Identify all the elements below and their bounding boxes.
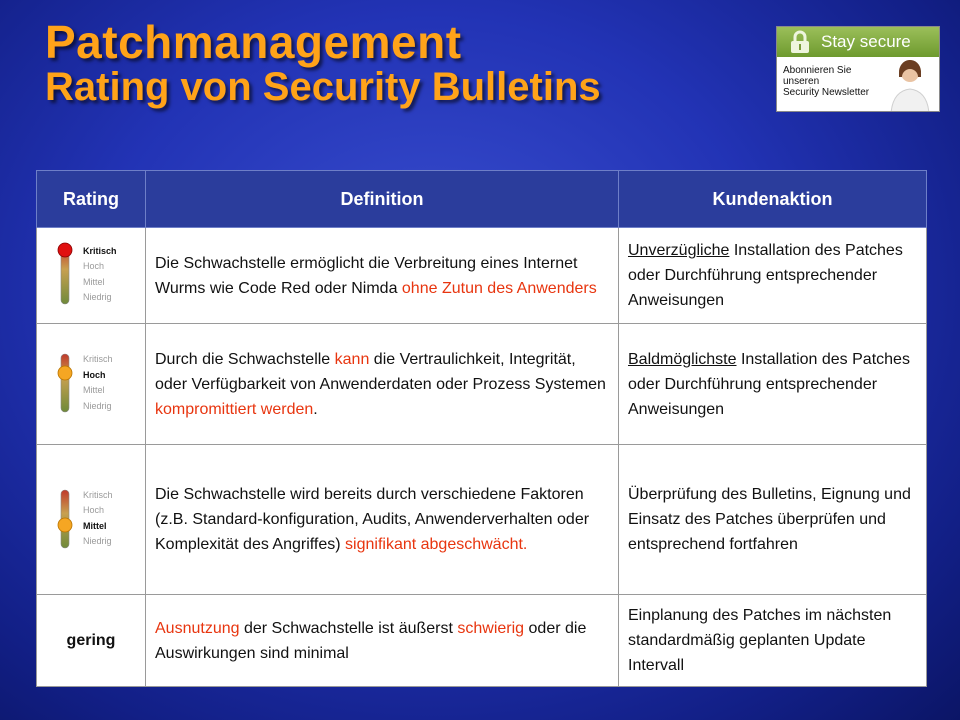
rating-cell (37, 324, 146, 445)
definition-highlight: ohne Zutun des Anwenders (401, 279, 597, 297)
header-definition: Definition (146, 171, 619, 228)
badge-body (777, 57, 939, 112)
definition-text: der Schwachstelle ist äußerst (239, 619, 458, 637)
definition-highlight: signifikant abgeschwächt. (345, 536, 528, 553)
action-text: Installation des Patches oder Durchführung entsprechender Anweisungen (628, 350, 910, 418)
definition-cell (146, 595, 619, 687)
lock-icon (789, 30, 811, 54)
scale-label-hoch: Hoch (83, 369, 106, 380)
scale-label-niedrig: Niedrig (83, 292, 112, 302)
table-row (37, 324, 927, 445)
scale-label-kritisch: Kritisch (83, 489, 113, 500)
action-cell (619, 445, 927, 595)
badge-text (783, 65, 869, 98)
rating-cell (37, 445, 146, 595)
scale-labels (83, 488, 113, 550)
action-text: Installation des Patches oder Durchführung entsprechender Anweisungen (628, 242, 903, 309)
header-kundenaktion: Kundenaktion (619, 171, 927, 228)
table-header-row (37, 171, 927, 228)
definition-highlight: Ausnutzung (155, 619, 240, 637)
definition-cell (146, 445, 619, 595)
scale-label-hoch: Hoch (83, 505, 105, 515)
definition-text: die Vertraulichkeit, Integrität, oder Verfügbarkeit von Anwenderdaten oder Prozess Systemen (155, 350, 606, 393)
action-cell (619, 595, 927, 687)
definition-text: . (313, 400, 318, 418)
badge-line-3: Security Newsletter (783, 87, 870, 98)
title-line-1: Patchmanagement (45, 16, 462, 68)
title-line-2: Rating von Security Bulletins (45, 65, 601, 110)
badge-line-1: Abonnieren Sie (783, 65, 852, 76)
definition-text: Durch die Schwachstelle (155, 350, 335, 368)
scale-label-kritisch: Kritisch (83, 245, 117, 256)
scale-label-hoch: Hoch (83, 261, 105, 271)
rating-text: gering (66, 632, 116, 649)
scale-labels (83, 352, 113, 414)
table-row (37, 595, 927, 687)
severity-meter-icon (41, 485, 141, 555)
badge-header (777, 27, 939, 57)
scale-label-mittel: Mittel (83, 385, 105, 395)
action-text: Überprüfung des Bulletins, Eignung und Einsatz des Patches überprüfen und entsprechend fortfahren (628, 486, 911, 553)
definition-highlight: schwierig (457, 619, 525, 637)
definition-text: Die Schwachstelle ermöglicht die Verbreitung eines Internet Wurms wie Code Red oder Nimda (155, 254, 578, 297)
scale-label-kritisch: Kritisch (83, 354, 113, 364)
definition-text: oder die Auswirkungen sind minimal (155, 619, 587, 662)
badge-title: Stay secure (821, 32, 911, 51)
scale-labels (83, 244, 117, 306)
badge-line-2: unseren (783, 76, 820, 87)
slide-title (45, 18, 601, 108)
table-row (37, 228, 927, 324)
action-cell (619, 324, 927, 445)
definition-highlight: kann (334, 350, 370, 368)
definition-cell (146, 228, 619, 324)
severity-meter-icon (41, 349, 141, 419)
stay-secure-badge[interactable] (776, 26, 940, 112)
header-rating: Rating (37, 171, 146, 228)
rating-cell (37, 228, 146, 324)
scale-label-mittel: Mittel (83, 520, 107, 531)
definition-highlight: kompromittiert werden (155, 400, 314, 418)
action-text: Einplanung des Patches im nächsten standardmäßig geplanten Update Intervall (628, 607, 892, 674)
action-cell (619, 228, 927, 324)
scale-label-niedrig: Niedrig (83, 536, 112, 546)
scale-label-niedrig: Niedrig (83, 400, 112, 411)
table-row (37, 445, 927, 595)
definition-cell (146, 324, 619, 445)
definition-text: Die Schwachstelle wird bereits durch verschiedene Faktoren (z.B. Standard-konfiguration, Audits, Anwenderverhalten oder Komplexität des Angriffes) (155, 486, 590, 553)
severity-meter-icon (41, 241, 141, 311)
bulletin-rating-table (36, 170, 927, 687)
rating-cell (37, 595, 146, 687)
scale-label-mittel: Mittel (83, 276, 105, 287)
person-icon (885, 57, 935, 112)
action-underlined: Unverzügliche (628, 242, 730, 259)
action-underlined: Baldmöglichste (628, 350, 737, 368)
